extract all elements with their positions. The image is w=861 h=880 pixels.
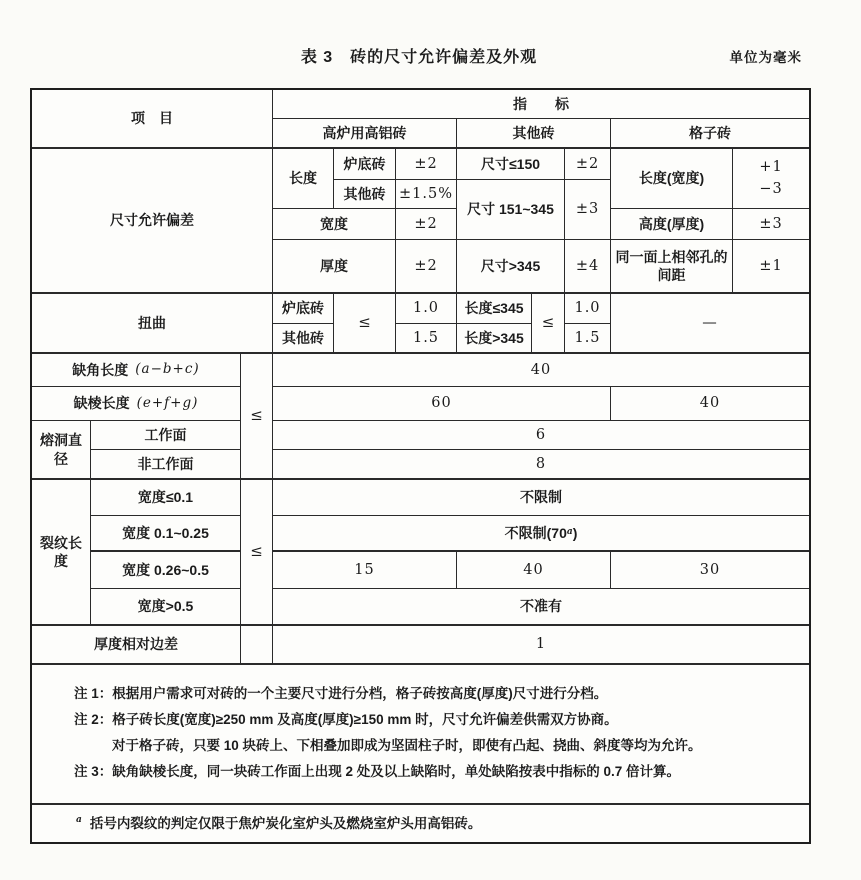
edge-length-formula: (e+f+g) [136,394,199,411]
dim-checker-hole-pitch-label: 同一面上相邻孔的间距 [611,240,733,294]
twist-section-label: 扭曲 [32,294,273,354]
crack-w2-value-post: ) [572,524,578,541]
dim-furnace-bottom-label: 炉底砖 [334,149,396,180]
dim-size-151-345-label: 尺寸 151~345 [457,180,565,240]
dim-width-label: 宽度 [273,209,396,240]
header-item-cell: 项 目 [32,90,273,149]
dim-length-label: 长度 [273,149,334,209]
header-group-checker: 格子砖 [611,119,809,149]
crack-w3-value-blast: 15 [273,552,457,589]
crack-w3-value-checker: 30 [611,552,809,589]
checker-length-plus: +1 [759,159,783,176]
note-3: 注 3：缺角缺棱长度，同一块砖工作面上出现 2 处及以上缺陷时，单处缺陷按表中指标的 0.7 倍计算。 [74,764,681,779]
twist-len-gt345-label: 长度>345 [457,324,532,354]
crack-w4-label: 宽度>0.5 [91,589,241,626]
dim-furnace-bottom-value: ±2 [396,149,457,180]
unit-label: 单位为毫米 [729,50,802,65]
dim-other-brick-value: ±1.5% [396,180,457,209]
crack-w1-label: 宽度≤0.1 [91,480,241,516]
dim-checker-height-label: 高度(厚度) [611,209,733,240]
spec-table [30,88,811,844]
twist-furnace-bottom-value: 1.0 [396,294,457,324]
dim-size-gt345-value: ±4 [565,240,611,294]
non-work-face-label: 非工作面 [91,450,241,480]
crack-le-symbol: ≤ [241,480,273,626]
edge-length-value-checker: 40 [611,387,809,421]
crack-w3-label: 宽度 0.26~0.5 [91,552,241,589]
twist-le-symbol: ≤ [334,294,396,354]
twist-len-le345-label: 长度≤345 [457,294,532,324]
crack-w3-value-other: 40 [457,552,611,589]
edge-length-label: 缺棱长度 [73,395,130,412]
corner-length-value: 40 [273,354,809,387]
twist-len-gt345-value: 1.5 [565,324,611,354]
melt-hole-label: 熔洞直径 [32,421,91,480]
corner-length-label-cell [32,354,241,387]
header-indicator-cell: 指 标 [273,90,809,119]
dim-section-label: 尺寸允许偏差 [32,149,273,294]
crack-section-label: 裂纹长度 [32,480,91,626]
note-2-continuation: 对于格子砖，只要 10 块砖上、下相叠加即成为坚固柱子时，即使有凸起、挠曲、斜度等均为允许。 [112,738,702,753]
twist-le2-symbol: ≤ [532,294,565,354]
dim-checker-length-value [733,149,809,209]
twist-other-brick-value: 1.5 [396,324,457,354]
corner-length-label: 缺角长度 [72,361,129,378]
crack-w2-superscript: a [566,527,573,538]
dim-other-brick-label: 其他砖 [334,180,396,209]
dim-size-le150-label: 尺寸≤150 [457,149,565,180]
dim-size-151-345-value: ±3 [565,180,611,240]
notes-box [32,665,809,805]
twist-furnace-bottom-label: 炉底砖 [273,294,334,324]
dim-size-le150-value: ±2 [565,149,611,180]
twist-len-le345-value: 1.0 [565,294,611,324]
title-row [30,44,808,68]
footnote-box [32,805,809,842]
header-group-blast-furnace: 高炉用高铝砖 [273,119,457,149]
dim-checker-hole-pitch-value: ±1 [733,240,809,294]
dim-thickness-label: 厚度 [273,240,396,294]
work-face-value: 6 [273,421,809,450]
crack-w1-value: 不限制 [273,480,809,516]
footnote-text: 括号内裂纹的判定仅限于焦炉炭化室炉头及燃烧室炉头用高铝砖。 [89,815,482,831]
dim-size-gt345-label: 尺寸>345 [457,240,565,294]
thickness-diff-empty-cell [241,626,273,665]
edge-length-label-cell [32,387,241,421]
dim-thickness-value: ±2 [396,240,457,294]
work-face-label: 工作面 [91,421,241,450]
thickness-diff-value: 1 [273,626,809,665]
checker-length-minus: −3 [759,181,783,197]
header-group-other: 其他砖 [457,119,611,149]
non-work-face-value: 8 [273,450,809,480]
twist-other-brick-label: 其他砖 [273,324,334,354]
defects-le-symbol: ≤ [241,354,273,480]
dim-width-value: ±2 [396,209,457,240]
thickness-diff-label: 厚度相对边差 [32,626,241,665]
crack-w4-value: 不准有 [273,589,809,626]
corner-length-formula: (a−b+c) [135,361,200,378]
crack-w2-value-pre: 不限制(70 [504,524,567,541]
crack-w2-label: 宽度 0.1~0.25 [91,516,241,552]
dim-checker-height-value: ±3 [733,209,809,240]
page-title: 表 3 砖的尺寸允许偏差及外观 [300,49,538,66]
edge-length-value-main: 60 [273,387,611,421]
footnote-marker: a [76,814,82,825]
note-1: 注 1：根据用户需求可对砖的一个主要尺寸进行分档，格子砖按高度(厚度)尺寸进行分档。 [74,686,608,701]
note-2: 注 2：格子砖长度(宽度)≥250 mm 及高度(厚度)≥150 mm 时，尺寸允许偏差供需双方协商。 [74,712,618,727]
twist-checker-value: — [611,294,809,354]
crack-w2-value [273,516,809,552]
dim-checker-length-label: 长度(宽度) [611,149,733,209]
